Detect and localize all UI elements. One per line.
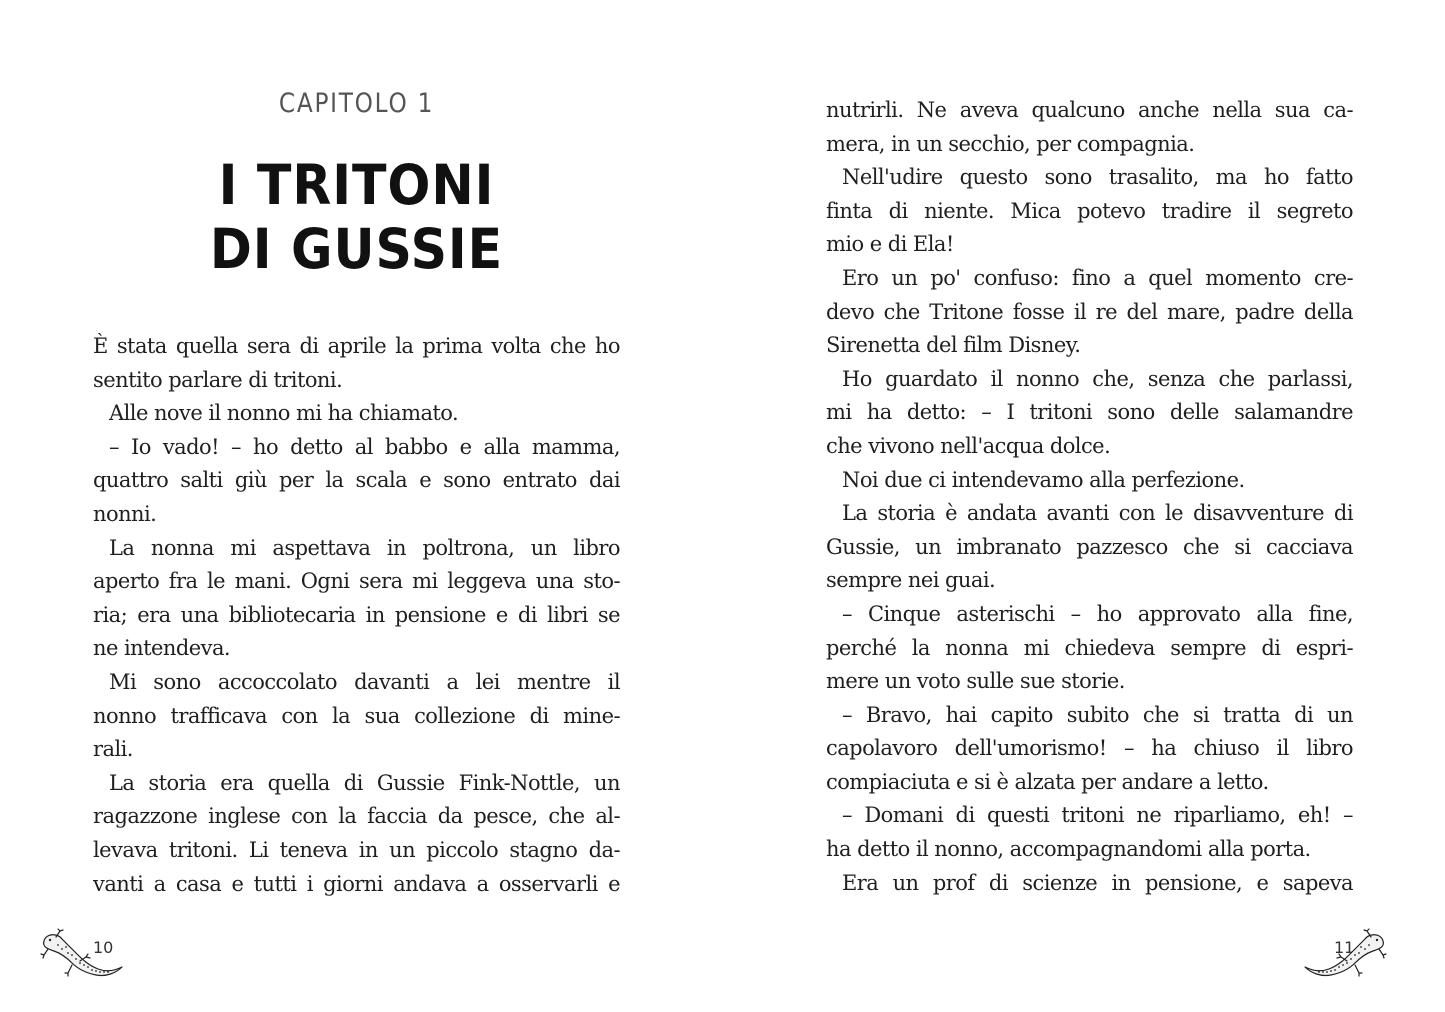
text-line: Mi sono accoccolato davanti a lei mentre il [109, 669, 620, 694]
text-line: sentito parlare di tritoni. [93, 367, 343, 392]
text-line: È stata quella sera di aprile la prima volta che ho [93, 334, 620, 358]
text-line: La nonna mi aspettava in poltrona, un libro [109, 535, 620, 560]
text-line: compiaciuta e si è alzata per andare a letto. [826, 769, 1269, 794]
text-line: ne intendeva. [93, 636, 231, 661]
text-line: Ero un po' confuso: fino a quel momento cre- [842, 265, 1353, 290]
text-line: La storia era quella di Gussie Fink-Nottle, un [109, 770, 620, 795]
body-text [826, 94, 1353, 900]
text-line: che vivono nell'acqua dolce. [826, 433, 1111, 458]
chapter-title-line: I TRITONI [218, 153, 495, 217]
text-line: ha detto il nonno, accompagnandomi alla porta. [826, 837, 1311, 862]
newt-icon [36, 927, 126, 987]
page-number: 11 [1334, 938, 1355, 957]
text-line: – Domani di questi tritoni ne riparliamo, eh! – [842, 803, 1353, 828]
left-page [0, 0, 722, 1012]
text-line: mera, in un secchio, per compagnia. [826, 131, 1195, 156]
text-line: aperto fra le mani. Ogni sera mi leggeva una sto- [93, 569, 620, 594]
text-line: mio e di Ela! [826, 232, 954, 257]
text-line: Nell'udire questo sono trasalito, ma ho fatto [842, 165, 1353, 190]
chapter-title-line: DI GUSSIE [209, 217, 504, 281]
newt-icon [1301, 927, 1391, 987]
page-number: 10 [93, 938, 114, 957]
text-line: sempre nei guai. [826, 568, 996, 593]
text-line: Era un prof di scienze in pensione, e sapeva [842, 870, 1353, 895]
body-text [93, 330, 620, 901]
chapter-title [93, 153, 620, 281]
text-line: quattro salti giù per la scala e sono entrato dai [93, 468, 620, 493]
text-line: Ho guardato il nonno che, senza che parlassi, [842, 366, 1353, 391]
text-line: mi ha detto: – I tritoni sono delle salamandre [826, 400, 1353, 425]
text-line: vanti a casa e tutti i giorni andava a osservarli e [93, 871, 620, 896]
text-line: ria; era una bibliotecaria in pensione e di libri se [93, 602, 620, 627]
text-line: perché la nonna mi chiedeva sempre di espri- [826, 635, 1353, 660]
text-line: Alle nove il nonno mi ha chiamato. [109, 401, 459, 426]
text-line: mere un voto sulle sue storie. [826, 669, 1125, 694]
chapter-label: CAPITOLO 1 [278, 88, 435, 119]
text-line: nonni. [93, 501, 157, 526]
text-line: ragazzone inglese con la faccia da pesce, che al- [93, 804, 620, 829]
text-line: – Bravo, hai capito subito che si tratta di un [842, 702, 1353, 727]
text-line: rali. [93, 737, 133, 762]
text-line: capolavoro dell'umorismo! – ha chiuso il libro [826, 736, 1353, 761]
text-line: devo che Tritone fosse il re del mare, padre della [826, 299, 1353, 324]
text-line: La storia è andata avanti con le disavventure di [842, 501, 1353, 526]
text-line: Gussie, un imbranato pazzesco che si cacciava [826, 534, 1353, 559]
text-line: finta di niente. Mica potevo tradire il segreto [826, 198, 1353, 223]
text-line: Sirenetta del film Disney. [826, 333, 1081, 358]
text-line: – Io vado! – ho detto al babbo e alla mamma, [109, 434, 620, 459]
text-line: – Cinque asterischi – ho approvato alla fine, [842, 601, 1353, 626]
text-line: levava tritoni. Li teneva in un piccolo stagno da- [93, 837, 620, 862]
right-page [722, 0, 1445, 1012]
text-line: nonno trafficava con la sua collezione di mine- [93, 703, 620, 728]
text-line: Noi due ci intendevamo alla perfezione. [842, 467, 1245, 492]
text-line: nutrirli. Ne aveva qualcuno anche nella sua ca- [826, 98, 1353, 122]
